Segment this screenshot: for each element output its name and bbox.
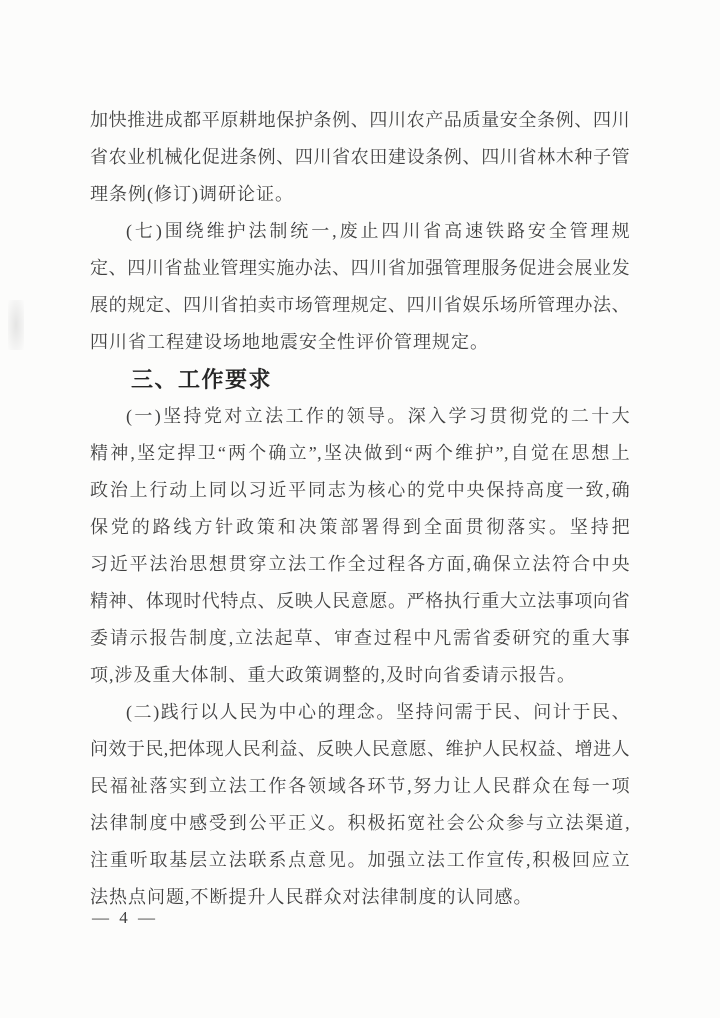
- text-line: 习近平法治思想贯穿立法工作全过程各方面,确保立法符合中央: [90, 554, 630, 574]
- text-line: 四川省工程建设场地地震安全性评价管理规定。: [90, 332, 489, 352]
- text-line: 项,涉及重大体制、重大政策调整的,及时向省委请示报告。: [90, 665, 576, 685]
- text-line: 展的规定、四川省拍卖市场管理规定、四川省娱乐场所管理办法、: [90, 295, 630, 315]
- scan-artifact: [8, 300, 24, 350]
- text-line: 理条例(修订)调研论证。: [90, 184, 294, 204]
- text-line: 问效于民,把体现人民利益、反映人民意愿、维护人民权益、增进人: [90, 739, 630, 759]
- text-line: 政治上行动上同以习近平同志为核心的党中央保持高度一致,确: [90, 480, 630, 500]
- text-line: 加快推进成都平原耕地保护条例、四川农产品质量安全条例、四川: [90, 110, 630, 130]
- text-line: 精神,坚定捍卫“两个确立”,坚决做到“两个维护”,自觉在思想上: [90, 443, 630, 463]
- text-line: 委请示报告制度,立法起草、审查过程中凡需省委研究的重大事: [90, 628, 630, 648]
- text-line: 省农业机械化促进条例、四川省农田建设条例、四川省林木种子管: [90, 147, 630, 167]
- text-line: (一)坚持党对立法工作的领导。深入学习贯彻党的二十大: [126, 406, 630, 426]
- text-line: 民福祉落实到立法工作各领域各环节,努力让人民群众在每一项: [90, 776, 630, 796]
- page-number: — 4 —: [92, 908, 158, 927]
- document-content: [90, 102, 630, 916]
- text-line: 定、四川省盐业管理实施办法、四川省加强管理服务促进会展业发: [90, 258, 630, 278]
- text-line: 法热点问题,不断提升人民群众对法律制度的认同感。: [90, 887, 533, 907]
- text-line: 精神、体现时代特点、反映人民意愿。严格执行重大立法事项向省: [90, 591, 630, 611]
- text-line: (二)践行以人民为中心的理念。坚持问需于民、问计于民、: [126, 702, 630, 722]
- section-heading: 三、工作要求: [131, 367, 273, 392]
- text-line: 保党的路线方针政策和决策部署得到全面贯彻落实。坚持把: [90, 517, 630, 537]
- text-line: 法律制度中感受到公平正义。积极拓宽社会公众参与立法渠道,: [90, 813, 630, 833]
- text-line: (七)围绕维护法制统一,废止四川省高速铁路安全管理规: [126, 221, 630, 241]
- text-line: 注重听取基层立法联系点意见。加强立法工作宣传,积极回应立: [90, 850, 630, 870]
